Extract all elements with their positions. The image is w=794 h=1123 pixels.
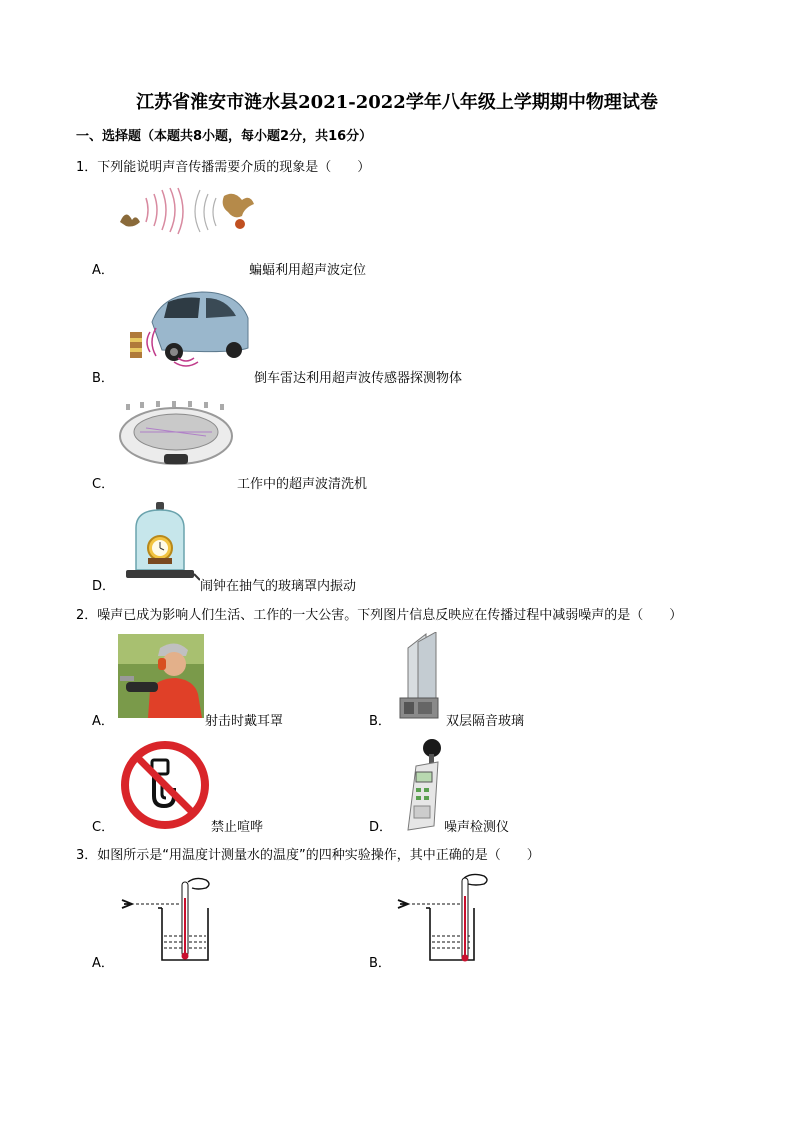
- shooter-earmuff-icon: [118, 634, 204, 718]
- option-3b-letter: B．: [369, 956, 391, 971]
- option-1d-letter: D．: [92, 579, 116, 594]
- option-2c-letter: C．: [92, 820, 115, 835]
- thermometer-beaker-icon: [118, 874, 222, 964]
- option-1b-caption: 倒车雷达利用超声波传感器探测物体: [254, 371, 463, 386]
- question-1-stem: 1．下列能说明声音传播需要介质的现象是（ ）: [76, 160, 371, 175]
- page-title: 江苏省淮安市涟水县2021-2022学年八年级上学期期中物理试卷: [136, 92, 658, 113]
- bat-ultrasound-icon: [116, 186, 256, 242]
- car-radar-icon: [122, 288, 252, 368]
- ultrasonic-cleaner-icon: [116, 400, 236, 468]
- question-3-stem: 3．如图所示是“用温度计测量水的温度”的四种实验操作，其中正确的是（ ）: [76, 848, 540, 863]
- option-2a-letter: A．: [92, 714, 114, 729]
- option-3a-letter: A．: [92, 956, 114, 971]
- option-1b-letter: B．: [92, 371, 114, 386]
- option-2d-letter: D．: [369, 820, 393, 835]
- option-1a-caption: 蝙蝠利用超声波定位: [249, 263, 367, 278]
- option-1a-letter: A．: [92, 263, 114, 278]
- noise-meter-icon: [394, 738, 444, 834]
- option-2a-caption: 射击时戴耳罩: [205, 714, 284, 729]
- option-2d-caption: 噪声检测仪: [444, 820, 510, 835]
- option-1c-letter: C．: [92, 477, 115, 492]
- option-2b-letter: B．: [369, 714, 391, 729]
- double-glazing-icon: [396, 632, 442, 722]
- thermometer-beaker-icon: [394, 870, 498, 964]
- bell-jar-clock-icon: [120, 500, 200, 584]
- option-1d-caption: 闹钟在抽气的玻璃罩内振动: [200, 579, 357, 594]
- option-2b-caption: 双层隔音玻璃: [446, 714, 525, 729]
- section-heading: 一、选择题（本题共8小题，每小题2分，共16分）: [76, 129, 373, 144]
- no-noise-sign-icon: [120, 740, 210, 830]
- option-1c-caption: 工作中的超声波清洗机: [237, 477, 368, 492]
- option-2c-caption: 禁止喧哗: [211, 820, 264, 835]
- question-2-stem: 2．噪声已成为影响人们生活、工作的一大公害。下列图片信息反映应在传播过程中减弱噪声的是（ ）: [76, 608, 683, 623]
